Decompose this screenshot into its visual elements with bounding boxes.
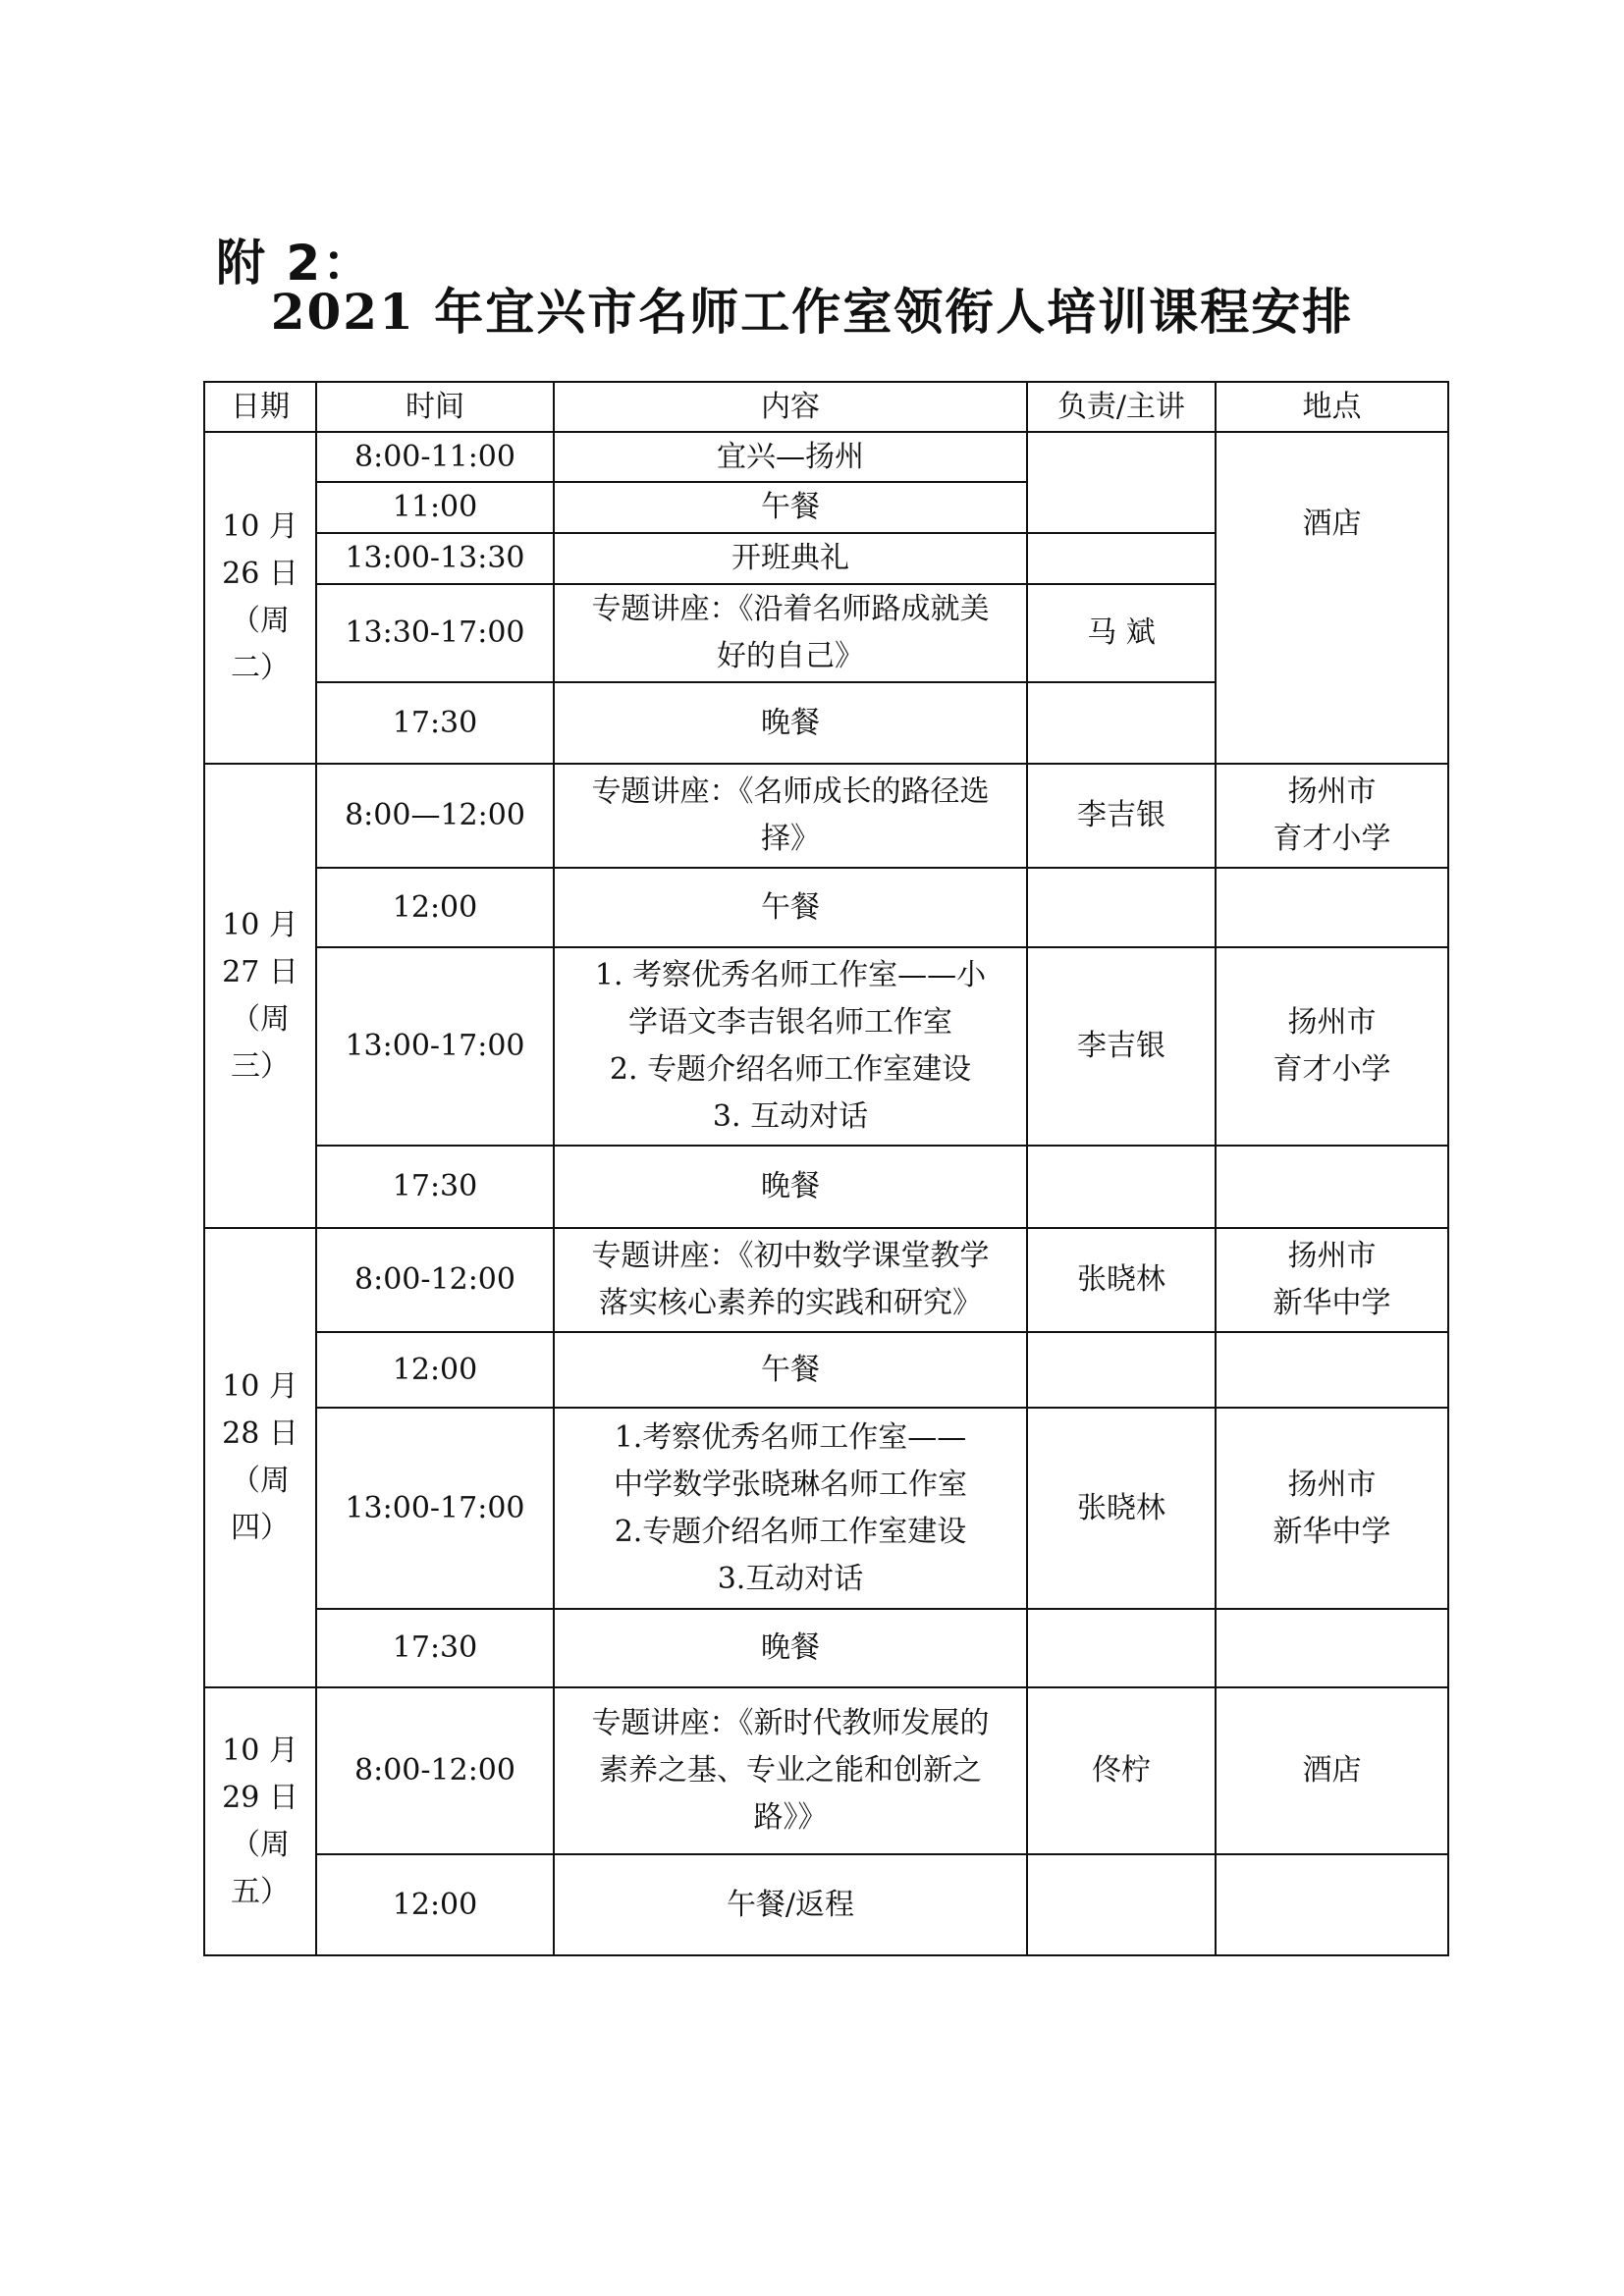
content-cell: 午餐	[554, 1332, 1027, 1408]
table-header-row	[204, 382, 1448, 432]
content-cell: 专题讲座：《沿着名师路成就美 好的自己》	[554, 584, 1027, 682]
speaker-cell	[1027, 682, 1216, 764]
speaker-cell	[1027, 533, 1216, 584]
table-row	[204, 947, 1448, 1146]
content-cell: 专题讲座：《初中数学课堂教学 落实核心素养的实践和研究》	[554, 1228, 1027, 1332]
location-cell: 扬州市 育才小学	[1216, 947, 1448, 1146]
speaker-cell	[1027, 1609, 1216, 1687]
speaker-cell	[1027, 1332, 1216, 1408]
date-cell: 10 月 28 日 （周 四）	[204, 1228, 316, 1687]
speaker-cell	[1027, 1146, 1216, 1228]
content-cell: 午餐/返程	[554, 1854, 1027, 1955]
location-cell	[1216, 1609, 1448, 1687]
speaker-cell: 张晓林	[1027, 1408, 1216, 1609]
table-row	[204, 1854, 1448, 1955]
table-row	[204, 1332, 1448, 1408]
time-cell: 12:00	[316, 1854, 554, 1955]
content-cell: 午餐	[554, 482, 1027, 533]
time-cell: 8:00-12:00	[316, 1228, 554, 1332]
speaker-cell: 李吉银	[1027, 947, 1216, 1146]
table-row	[204, 1228, 1448, 1332]
header-content: 内容	[554, 382, 1027, 432]
schedule-table	[203, 381, 1449, 1956]
content-cell: 晚餐	[554, 682, 1027, 764]
location-cell: 扬州市 育才小学	[1216, 764, 1448, 868]
time-cell: 13:30-17:00	[316, 584, 554, 682]
date-cell: 10 月 27 日 （周 三）	[204, 764, 316, 1228]
date-cell: 10 月 29 日 （周 五）	[204, 1687, 316, 1955]
annex-label: 附 2：	[216, 235, 374, 292]
header-speaker: 负责/主讲	[1027, 382, 1216, 432]
header-location: 地点	[1216, 382, 1448, 432]
content-cell: 1.考察优秀名师工作室—— 中学数学张晓琳名师工作室 2.专题介绍名师工作室建设 3.互动对话	[554, 1408, 1027, 1609]
content-cell: 晚餐	[554, 1146, 1027, 1228]
table-row	[204, 1609, 1448, 1687]
date-cell: 10 月 26 日 （周 二）	[204, 432, 316, 764]
time-cell: 11:00	[316, 482, 554, 533]
time-cell: 17:30	[316, 1609, 554, 1687]
table-row	[204, 868, 1448, 947]
location-cell	[1216, 1332, 1448, 1408]
content-cell: 宜兴—扬州	[554, 432, 1027, 482]
location-cell: 酒店	[1216, 432, 1448, 764]
table-row	[204, 764, 1448, 868]
location-cell	[1216, 1854, 1448, 1955]
content-cell: 晚餐	[554, 1609, 1027, 1687]
table-row	[204, 1408, 1448, 1609]
location-cell: 酒店	[1216, 1687, 1448, 1854]
speaker-cell: 李吉银	[1027, 764, 1216, 868]
content-cell: 午餐	[554, 868, 1027, 947]
table-row	[204, 1146, 1448, 1228]
header-time: 时间	[316, 382, 554, 432]
document-title: 2021 年宜兴市名师工作室领衔人培训课程安排	[270, 283, 1354, 341]
speaker-cell	[1027, 868, 1216, 947]
time-cell: 12:00	[316, 1332, 554, 1408]
time-cell: 13:00-13:30	[316, 533, 554, 584]
time-cell: 12:00	[316, 868, 554, 947]
header-date: 日期	[204, 382, 316, 432]
content-cell: 专题讲座：《名师成长的路径选 择》	[554, 764, 1027, 868]
speaker-cell	[1027, 432, 1216, 533]
location-cell: 扬州市 新华中学	[1216, 1408, 1448, 1609]
time-cell: 17:30	[316, 1146, 554, 1228]
table-row	[204, 432, 1448, 482]
time-cell: 8:00-11:00	[316, 432, 554, 482]
time-cell: 17:30	[316, 682, 554, 764]
content-cell: 专题讲座：《新时代教师发展的 素养之基、专业之能和创新之 路》》	[554, 1687, 1027, 1854]
location-cell	[1216, 868, 1448, 947]
speaker-cell: 佟柠	[1027, 1687, 1216, 1854]
speaker-cell: 张晓林	[1027, 1228, 1216, 1332]
table-row	[204, 1687, 1448, 1854]
location-cell	[1216, 1146, 1448, 1228]
content-cell: 开班典礼	[554, 533, 1027, 584]
speaker-cell	[1027, 1854, 1216, 1955]
time-cell: 13:00-17:00	[316, 947, 554, 1146]
content-cell: 1. 考察优秀名师工作室——小 学语文李吉银名师工作室 2. 专题介绍名师工作室建设 3. 互动对话	[554, 947, 1027, 1146]
time-cell: 8:00-12:00	[316, 1687, 554, 1854]
speaker-cell: 马 斌	[1027, 584, 1216, 682]
time-cell: 13:00-17:00	[316, 1408, 554, 1609]
time-cell: 8:00—12:00	[316, 764, 554, 868]
location-cell: 扬州市 新华中学	[1216, 1228, 1448, 1332]
